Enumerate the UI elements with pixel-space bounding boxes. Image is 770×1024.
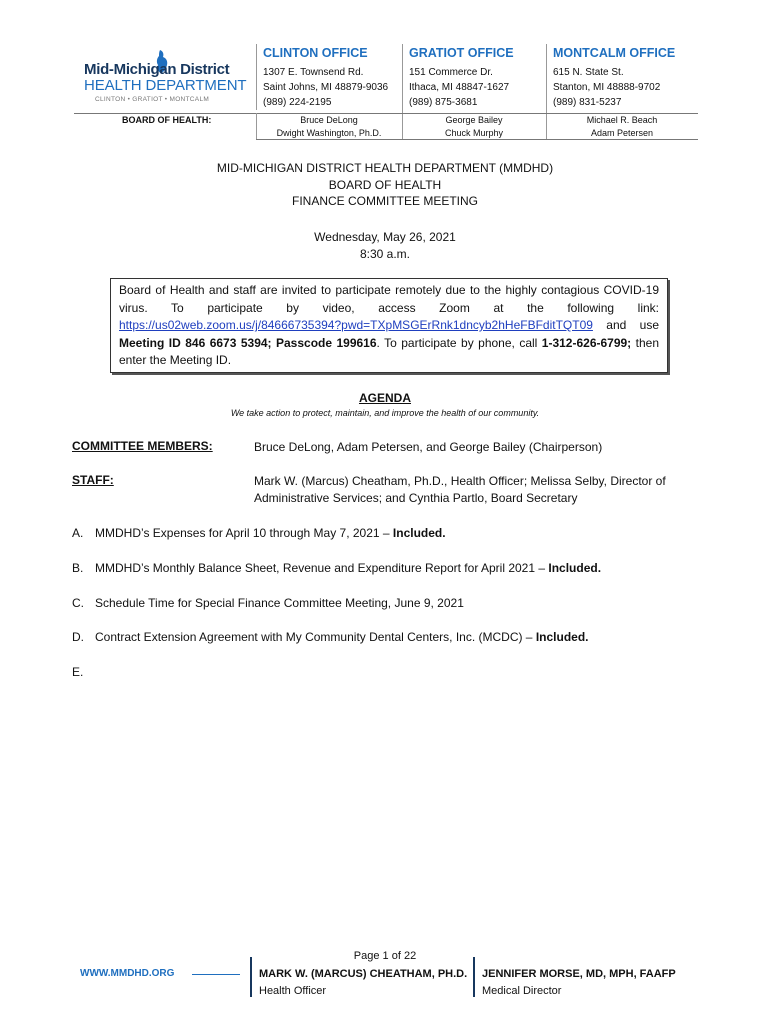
item-text: Schedule Time for Special Finance Committee Meeting, June 9, 2021 (95, 596, 464, 610)
board-member: Dwight Washington, Ph.D. (276, 128, 382, 138)
notice-intro: Board of Health and staff are invited to participate remotely due to the highly contagious COVID-19 virus. To participate by video, access Zoom at the following link: (119, 283, 659, 315)
board-members-col2 (402, 114, 546, 140)
agenda-item-b (72, 561, 601, 575)
phone-number: 1-312-626-6799; (541, 335, 632, 350)
item-text: MMDHD’s Expenses for April 10 through May 7, 2021 – (95, 526, 393, 540)
meeting-time: 8:30 a.m. (359, 246, 411, 261)
board-member: Chuck Murphy (444, 128, 504, 138)
item-included: Included. (548, 561, 602, 575)
item-letter: A. (72, 526, 84, 540)
notice-phone-text: . To participate by phone, call (376, 335, 542, 350)
item-letter: B. (72, 561, 84, 575)
committee-members: Bruce DeLong, Adam Petersen, and George Bailey (Chairperson) (254, 440, 603, 454)
agenda-item-a (72, 526, 446, 540)
office-city: Stanton, MI 48888-9702 (553, 82, 661, 93)
board-member: Michael R. Beach (586, 115, 658, 125)
office-gratiot (409, 46, 549, 110)
agenda-item-d (72, 630, 589, 644)
board-member: Adam Petersen (590, 128, 654, 138)
item-letter: E. (72, 665, 84, 679)
agenda-item-e (72, 665, 95, 679)
office-montcalm (553, 46, 693, 110)
item-text: Contract Extension Agreement with My Community Dental Centers, Inc. (MCDC) – (95, 630, 536, 644)
office-name: CLINTON OFFICE (263, 46, 368, 60)
office-name: GRATIOT OFFICE (409, 46, 514, 60)
office-phone: (989) 875-3681 (409, 97, 478, 108)
mission-statement: We take action to protect, maintain, and improve the health of our community. (230, 408, 540, 418)
office-phone: (989) 831-5237 (553, 97, 622, 108)
board-members-col3 (546, 114, 698, 140)
agenda-heading: AGENDA (358, 391, 411, 405)
board-label: BOARD OF HEALTH: (122, 115, 212, 125)
item-included: Included. (535, 630, 589, 644)
footer-divider (473, 957, 475, 997)
remote-participation-notice (110, 278, 668, 373)
item-text: MMDHD’s Monthly Balance Sheet, Revenue and Expenditure Report for April 2021 – (95, 561, 549, 575)
board-member: Bruce DeLong (300, 115, 358, 125)
title-line1: MID-MICHIGAN DISTRICT HEALTH DEPARTMENT (MMDHD) (216, 161, 554, 175)
title-line2: BOARD OF HEALTH (328, 177, 442, 192)
item-included: Included. (392, 526, 446, 540)
office-divider (256, 44, 257, 110)
item-letter: D. (72, 630, 84, 644)
meeting-id: Meeting ID 846 6673 5394; Passcode 199616 (119, 335, 377, 350)
office-name: MONTCALM OFFICE (553, 46, 676, 60)
website-link[interactable]: WWW.MMDHD.ORG (80, 968, 175, 979)
meeting-datetime (0, 229, 770, 262)
board-bottom-rule (256, 139, 698, 140)
title-line3: FINANCE COMMITTEE MEETING (292, 194, 478, 208)
meeting-date: Wednesday, May 26, 2021 (314, 230, 456, 244)
footer-dash (192, 974, 240, 975)
office-address: 1307 E. Townsend Rd. (263, 67, 364, 78)
department-logo (84, 50, 247, 110)
logo-name-line1: Mid-Michigan District (84, 61, 230, 78)
page-number: Page 1 of 22 (353, 950, 417, 962)
office-address: 615 N. State St. (553, 67, 624, 78)
staff-label: STAFF: (72, 473, 114, 487)
office-clinton (263, 46, 403, 110)
health-officer-role: Health Officer (259, 985, 327, 997)
footer-divider (250, 957, 252, 997)
board-member: George Bailey (445, 115, 503, 125)
item-letter: C. (72, 596, 84, 610)
committee-label: COMMITTEE MEMBERS: (72, 439, 213, 453)
health-officer-name: MARK W. (MARCUS) CHEATHAM, PH.D. (259, 968, 468, 980)
medical-director-name: JENNIFER MORSE, MD, MPH, FAAFP (482, 968, 676, 980)
logo-name-line2: HEALTH DEPARTMENT (84, 77, 247, 94)
office-city: Saint Johns, MI 48879-9036 (263, 82, 389, 93)
notice-and-use: and use (592, 318, 659, 332)
office-phone: (989) 224-2195 (263, 97, 332, 108)
zoom-link[interactable]: https://us02web.zoom.us/j/84666735394?pwd=TXpMSGErRnk1dncyb2hHeFBFditTQT09 (119, 318, 593, 332)
office-address: 151 Commerce Dr. (409, 67, 493, 78)
agenda-item-c (72, 596, 464, 610)
logo-counties: CLINTON • GRATIOT • MONTCALM (95, 96, 210, 103)
document-title (0, 160, 770, 210)
office-city: Ithaca, MI 48847-1627 (409, 82, 510, 93)
board-members-col1 (256, 114, 402, 140)
notice-end: then enter the Meeting ID. (119, 335, 659, 367)
medical-director-role: Medical Director (482, 985, 562, 997)
staff-members: Mark W. (Marcus) Cheatham, Ph.D., Health Officer; Melissa Selby, Director of Administrative Services; and Cynthia Partlo, Board Secretary (254, 474, 666, 505)
